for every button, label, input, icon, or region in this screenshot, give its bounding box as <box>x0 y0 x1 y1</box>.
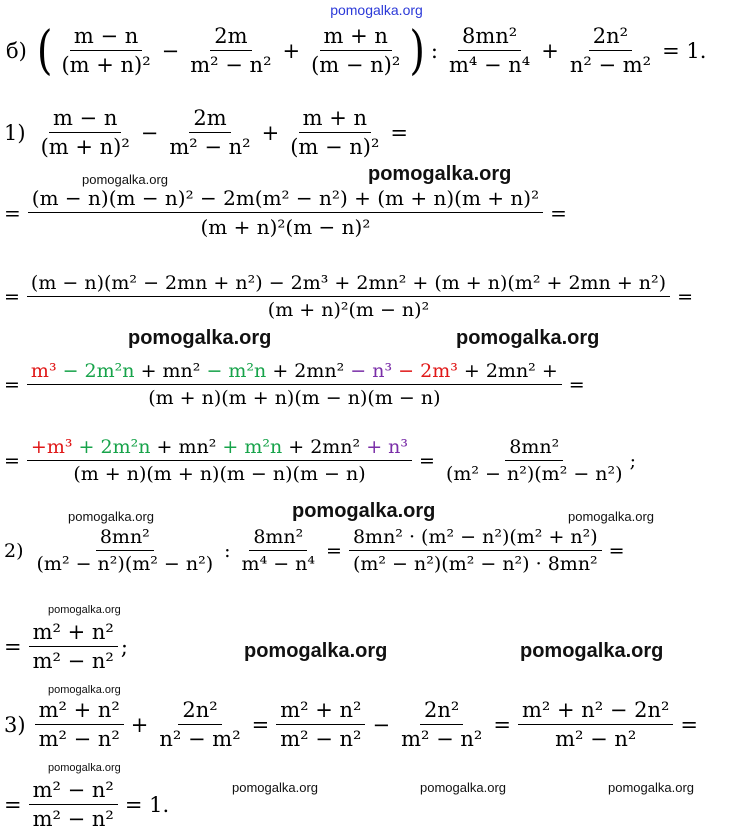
step1-line4 <box>0 360 589 409</box>
watermark: pomogalka.org <box>128 327 272 349</box>
watermark: pomogalka.org <box>48 604 121 616</box>
operator: − <box>161 38 180 63</box>
term: + 2m²n <box>72 436 151 458</box>
denominator: (m − n)² <box>290 135 380 159</box>
numerator: m² + n² <box>29 620 118 647</box>
operator: + <box>282 38 301 63</box>
numerator: 2n² <box>178 698 221 725</box>
term: + m²n <box>216 436 283 458</box>
step1-result-5 <box>442 436 627 485</box>
numerator: 8mn² · (m² − n²)(m² + n²) <box>349 526 602 551</box>
denominator: m² − n² <box>32 807 114 831</box>
numerator: m² + n² <box>276 698 365 725</box>
term: − 2m³ <box>392 360 458 382</box>
term: + mn² <box>134 360 201 382</box>
step1-fraction-3 <box>286 106 383 159</box>
denominator: n² − m² <box>159 727 241 751</box>
operator: = <box>550 200 567 225</box>
denominator: m² − n² <box>38 727 120 751</box>
numerator: m − n <box>70 24 142 51</box>
step2-line2 <box>0 620 128 673</box>
denominator: (m + n)²(m − n)² <box>200 215 371 239</box>
denominator: (m² − n²)(m² − n²) <box>445 463 623 485</box>
numerator: 2m <box>210 24 251 51</box>
numerator <box>27 436 412 461</box>
numerator: 2m <box>189 106 230 133</box>
step1-fraction-2 <box>165 106 254 159</box>
operator: = <box>419 449 435 472</box>
step1-fraction-1 <box>37 106 134 159</box>
term: + 2mn² <box>266 360 345 382</box>
watermark: pomogalka.org <box>68 509 154 524</box>
term: − n³ <box>344 360 393 382</box>
step2-fraction-3 <box>349 526 602 575</box>
denominator: m² − n² <box>555 727 637 751</box>
numerator <box>27 360 562 385</box>
denominator: m² − n² <box>169 135 251 159</box>
step3-line1 <box>4 698 702 751</box>
final-result: = 1. <box>124 792 170 817</box>
step3-label: 3) <box>4 712 26 737</box>
operator: : <box>224 539 231 562</box>
step3-fraction-2 <box>155 698 244 751</box>
watermark: pomogalka.org <box>568 509 654 524</box>
denominator: m² − n² <box>401 727 483 751</box>
step1-label: 1) <box>4 120 26 145</box>
operator: = <box>608 539 625 562</box>
step2-fraction-1 <box>33 526 218 575</box>
step3-line2 <box>0 778 173 831</box>
operator: = <box>493 712 511 737</box>
numerator: m² − n² <box>29 778 118 805</box>
step2-label: 2) <box>4 539 24 562</box>
task-label: б) <box>6 38 27 63</box>
watermark: pomogalka.org <box>82 172 168 187</box>
operator: = <box>390 120 409 145</box>
denominator: (m + n)(m + n)(m − n)(m − n) <box>148 387 441 409</box>
term: − 2m²n <box>56 360 135 382</box>
term: + n³ <box>360 436 409 458</box>
operator: − <box>140 120 159 145</box>
watermark: pomogalka.org <box>232 780 318 795</box>
step3-fraction-3 <box>276 698 365 751</box>
operator: = <box>680 712 699 737</box>
watermark: pomogalka.org <box>48 684 121 696</box>
denominator: (m² − n²)(m² − n²) <box>36 553 214 575</box>
term: + 2mn² <box>282 436 361 458</box>
numerator: 8mn² <box>96 526 154 551</box>
denominator: (m + n)²(m − n)² <box>267 299 430 321</box>
operator: + <box>130 712 149 737</box>
denominator: m² − n² <box>32 649 114 673</box>
watermark: pomogalka.org <box>368 163 512 185</box>
operator: = <box>568 373 585 396</box>
numerator: m + n <box>299 106 371 133</box>
numerator: (m − n)(m − n)² − 2m(m² − n²) + (m + n)(m + n)² <box>28 186 543 213</box>
numerator: m² + n² − 2n² <box>518 698 673 725</box>
task-fraction-3 <box>307 24 404 77</box>
watermark-top: pomogalka.org <box>330 2 423 18</box>
operator: = <box>4 285 20 308</box>
step1-line3 <box>0 272 697 321</box>
watermark: pomogalka.org <box>608 780 694 795</box>
task-fraction-4 <box>445 24 534 77</box>
numerator: m + n <box>320 24 392 51</box>
step3-result <box>29 778 118 831</box>
task-result: = 1. <box>662 38 707 63</box>
task-fraction-1 <box>57 24 154 77</box>
step1-result-3 <box>27 360 562 409</box>
denominator: m² − n² <box>190 53 272 77</box>
step1-line1 <box>4 106 412 159</box>
numerator: 8mn² <box>249 526 307 551</box>
step1-line2 <box>0 186 571 239</box>
denominator: (m + n)² <box>61 53 151 77</box>
step2-result <box>29 620 118 673</box>
operator: + <box>541 38 559 63</box>
step1-line5 <box>0 436 636 485</box>
watermark: pomogalka.org <box>292 500 436 522</box>
step1-result-2 <box>27 272 670 321</box>
step3-fraction-4 <box>397 698 486 751</box>
watermark: pomogalka.org <box>520 640 664 662</box>
step1-result-1 <box>28 186 543 239</box>
term: + mn² <box>150 436 217 458</box>
operator: + <box>261 120 280 145</box>
denominator: m² − n² <box>280 727 362 751</box>
left-paren: ( <box>36 20 53 81</box>
term: m³ <box>30 360 57 382</box>
numerator: m² + n² <box>35 698 124 725</box>
operator: = <box>4 373 20 396</box>
denominator: (m + n)(m + n)(m − n)(m − n) <box>73 463 366 485</box>
task-fraction-5 <box>566 24 655 77</box>
denominator: m⁴ − n⁴ <box>241 553 316 575</box>
numerator: m − n <box>49 106 121 133</box>
step2-fraction-2 <box>238 526 320 575</box>
operator: = <box>677 285 693 308</box>
step2-line1 <box>4 526 629 575</box>
operator: : <box>430 38 438 63</box>
operator: = <box>4 200 21 225</box>
right-paren: ) <box>409 20 425 81</box>
term: +m³ <box>30 436 73 458</box>
step3-fraction-1 <box>35 698 124 751</box>
numerator: 2n² <box>420 698 463 725</box>
denominator: (m² − n²)(m² − n²) · 8mn² <box>352 553 598 575</box>
term: − m²n <box>200 360 267 382</box>
watermark: pomogalka.org <box>244 640 388 662</box>
watermark: pomogalka.org <box>456 327 600 349</box>
semicolon: ; <box>629 449 636 472</box>
step1-result-4 <box>27 436 412 485</box>
operator: = <box>251 712 270 737</box>
operator: − <box>372 712 391 737</box>
task-line <box>6 20 710 81</box>
operator: = <box>4 792 22 817</box>
denominator: m⁴ − n⁴ <box>449 53 531 77</box>
watermark: pomogalka.org <box>420 780 506 795</box>
numerator: (m − n)(m² − 2mn + n²) − 2m³ + 2mn² + (m + n)(m² + 2mn + n²) <box>27 272 670 297</box>
denominator: (m + n)² <box>40 135 130 159</box>
term: + 2mn² + <box>457 360 558 382</box>
operator: = <box>4 449 20 472</box>
denominator: (m − n)² <box>311 53 401 77</box>
numerator: 8mn² <box>458 24 521 51</box>
step3-fraction-5 <box>518 698 673 751</box>
task-fraction-2 <box>186 24 275 77</box>
numerator: 8mn² <box>505 436 563 461</box>
operator: = <box>326 539 342 562</box>
watermark: pomogalka.org <box>48 762 121 774</box>
semicolon: ; <box>120 634 128 659</box>
operator: = <box>4 634 22 659</box>
denominator: n² − m² <box>569 53 652 77</box>
numerator: 2n² <box>589 24 632 51</box>
